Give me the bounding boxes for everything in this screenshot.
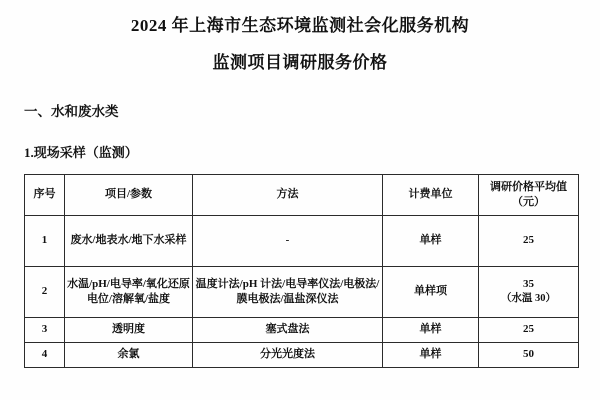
cell-item: 废水/地表水/地下水采样 [65,215,193,266]
column-header-price: 调研价格平均值（元） [479,174,579,215]
cell-unit: 单样 [383,215,479,266]
cell-price: 50 [479,342,579,367]
cell-no: 1 [25,215,65,266]
table-header-row [25,174,579,215]
column-header-item: 项目/参数 [65,174,193,215]
cell-no: 2 [25,266,65,317]
cell-method: 分光光度法 [193,342,383,367]
table-row [25,342,579,367]
cell-price-note: （水温 30） [500,293,557,305]
cell-unit: 单样 [383,342,479,367]
column-header-no: 序号 [25,174,65,215]
cell-method: 温度计法/pH 计法/电导率仪法/电极法/膜电极法/温盐深仪法 [193,266,383,317]
cell-method: 塞式盘法 [193,317,383,342]
cell-no: 4 [25,342,65,367]
table-row [25,317,579,342]
cell-item: 水温/pH/电导率/氧化还原电位/溶解氧/盐度 [65,266,193,317]
sub-heading: 1.现场采样（监测） [24,144,138,160]
page-title-line-2: 监测项目调研服务价格 [212,53,388,73]
document-title-block [0,0,600,74]
cell-unit: 单样 [383,317,479,342]
cell-item: 透明度 [65,317,193,342]
cell-no: 3 [25,317,65,342]
table-row [25,266,579,317]
cell-unit: 单样项 [383,266,479,317]
page-title-line-1: 2024 年上海市生态环境监测社会化服务机构 [130,16,470,35]
cell-method: - [193,215,383,266]
cell-price: 25 [479,215,579,266]
column-header-method: 方法 [193,174,383,215]
column-header-unit: 计费单位 [383,174,479,215]
cell-price-value: 35 [523,278,534,291]
cell-item: 余氯 [65,342,193,367]
section-heading: 一、水和废水类 [24,103,119,119]
cell-price [479,266,579,317]
cell-price: 25 [479,317,579,342]
table-row [25,215,579,266]
price-table [24,174,579,368]
